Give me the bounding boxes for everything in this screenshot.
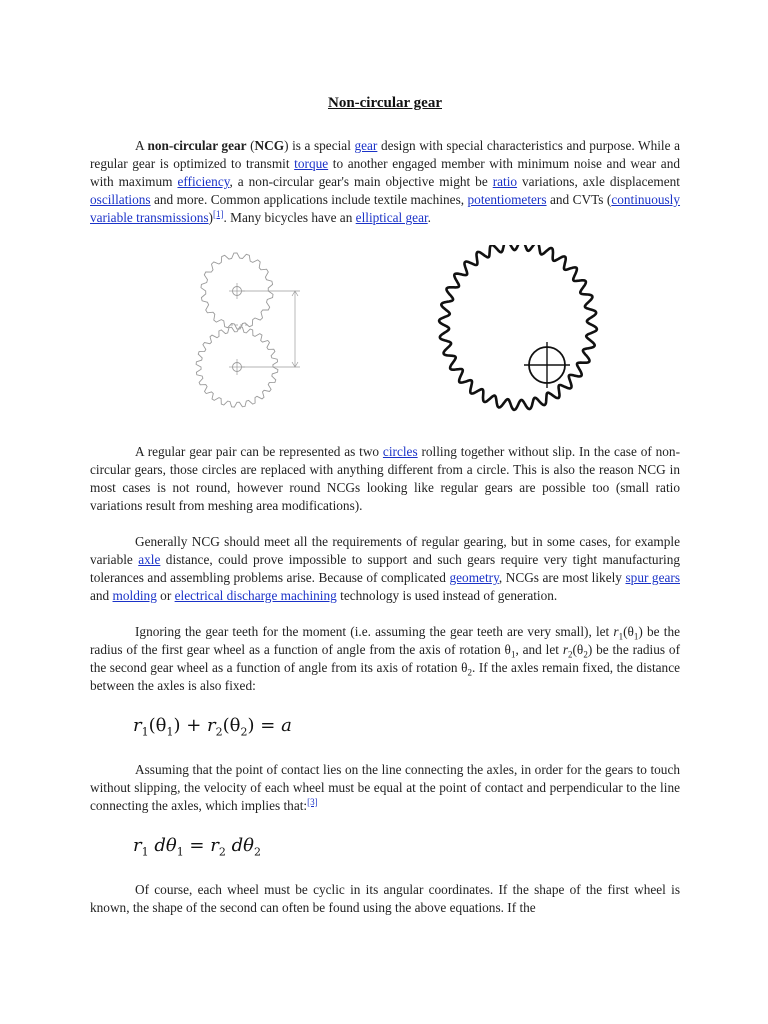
text: variations, axle displacement <box>517 174 680 189</box>
text: , and let <box>515 642 563 657</box>
subscript: 2 <box>583 649 588 660</box>
text: . <box>427 210 431 225</box>
equation-axle-distance <box>133 713 680 739</box>
link-electrical-discharge-machining[interactable]: electrical discharge machining <box>174 588 337 603</box>
link-molding[interactable]: molding <box>112 588 157 603</box>
math-var: r <box>613 624 619 639</box>
text: ) is a special <box>284 138 355 153</box>
eq-term: ) + <box>173 715 208 736</box>
link-ratio[interactable]: ratio <box>492 174 518 189</box>
text: . Many bicycles have an <box>223 210 356 225</box>
link-circles[interactable]: circles <box>382 444 418 459</box>
eq-subscript: 2 <box>218 845 226 859</box>
text: . If the axles remain fixed, the distance between the axles is also fixed: <box>90 660 680 693</box>
math-var: r <box>562 642 568 657</box>
subscript: 1 <box>618 631 624 642</box>
text: Ignoring the gear teeth for the moment (i.e. assuming the gear teeth are very small), let <box>135 624 614 639</box>
text: Assuming that the point of contact lies on the line connecting the axles, in order for the gears to touch without slipping, the velocity of each wheel must be equal at the point of contact and perpendicular to the line connecting the axles, which implies that: <box>90 762 680 813</box>
paragraph-cyclic <box>90 881 680 917</box>
gear-pair-figure <box>101 245 327 429</box>
link-elliptical-gear[interactable]: elliptical gear <box>355 210 428 225</box>
text: A regular gear pair can be represented as two <box>135 444 383 459</box>
eq-subscript: 2 <box>240 725 248 739</box>
paragraph-radius-definition <box>90 623 680 695</box>
figures-svg <box>90 245 680 429</box>
link-gear[interactable]: gear <box>354 138 378 153</box>
eq-term: r <box>207 715 216 736</box>
eq-term: (θ <box>148 715 167 736</box>
text: ( <box>246 138 255 153</box>
bold-term-non-circular-gear: non-circular gear <box>147 138 247 153</box>
text: , a non-circular gear's main objective might be <box>229 174 493 189</box>
subscript: 2 <box>568 649 573 660</box>
eq-subscript: 1 <box>176 845 184 859</box>
link-oscillations[interactable]: oscillations <box>90 192 151 207</box>
text: design with special characteristics and purpose. While a regular gear is optimized to transmit <box>90 138 680 171</box>
subscript: 1 <box>633 631 639 642</box>
page-title: Non-circular gear <box>327 95 442 111</box>
text: , NCGs are most likely <box>498 570 626 585</box>
eq-term: (θ <box>222 715 241 736</box>
eq-term: r <box>133 835 142 856</box>
figures-row <box>90 245 680 429</box>
text: ) <box>208 210 213 225</box>
subscript: 2 <box>467 667 472 678</box>
text: rolling together without slip. In the case of non-circular gears, those circles are replaced with anything different from a circle. This is also the reason NCG in most cases is not round, however round NCGs looking like regular gears are possible too (small ratio variations result from meshing area modifications). <box>90 444 680 513</box>
text: ) be the radius of the second gear wheel as a function of angle from its axis of rotation θ <box>90 642 681 675</box>
link-spur-gears[interactable]: spur gears <box>625 570 680 585</box>
link-efficiency[interactable]: efficiency <box>177 174 230 189</box>
citation-3[interactable]: [3] <box>307 796 318 807</box>
paragraph-requirements <box>90 533 680 605</box>
eq-subscript: 1 <box>166 725 174 739</box>
link-torque[interactable]: torque <box>294 156 329 171</box>
eq-term: dθ <box>225 835 254 856</box>
text: technology is used instead of generation. <box>336 588 558 603</box>
eq-subscript: 2 <box>215 725 223 739</box>
equation-velocity <box>133 833 680 859</box>
eq-term: r <box>210 835 219 856</box>
axle-crosshair <box>524 342 570 388</box>
article <box>90 93 680 935</box>
non-circular-gear-figure <box>439 245 597 410</box>
link-potentiometers[interactable]: potentiometers <box>467 192 547 207</box>
text: (θ <box>623 624 634 639</box>
bold-term-ncg: NCG <box>254 138 285 153</box>
text: and CVTs ( <box>546 192 612 207</box>
eq-term: r <box>133 715 142 736</box>
eq-term: dθ <box>148 835 177 856</box>
eq-subscript: 1 <box>141 845 149 859</box>
eq-subscript: 1 <box>141 725 149 739</box>
eq-term: ) = <box>247 715 282 736</box>
text: distance, could prove impossible to support and such gears require very tight manufacturing tolerances and assembling problems arise. Because of complicated <box>90 552 680 585</box>
eq-subscript: 2 <box>253 845 261 859</box>
link-axle[interactable]: axle <box>138 552 161 567</box>
text: or <box>156 588 175 603</box>
text: and more. Common applications include textile machines, <box>150 192 468 207</box>
link-geometry[interactable]: geometry <box>449 570 499 585</box>
text: Generally NCG should meet all the requirements of regular gearing, but in some cases, for example variable <box>90 534 680 567</box>
paragraph-contact-point <box>90 761 680 815</box>
eq-term: a <box>281 715 292 736</box>
text: Of course, each wheel must be cyclic in its angular coordinates. If the shape of the first wheel is known, the shape of the second can often be found using the above equations. If the <box>90 882 680 915</box>
link-cvt[interactable]: continuously variable transmissions <box>90 192 681 225</box>
subscript: 1 <box>510 649 516 660</box>
paragraph-gear-pair <box>90 443 680 515</box>
text: to another engaged member with minimum noise and wear and with maximum <box>90 156 680 189</box>
paragraph-intro <box>90 137 680 227</box>
text: (θ <box>572 642 584 657</box>
citation-1[interactable]: [1] <box>212 208 224 219</box>
text: A <box>135 138 148 153</box>
eq-term: = <box>183 835 211 856</box>
text: and <box>90 588 113 603</box>
text: ) be the radius of the first gear wheel as a function of angle from the axis of rotation θ <box>90 624 680 657</box>
